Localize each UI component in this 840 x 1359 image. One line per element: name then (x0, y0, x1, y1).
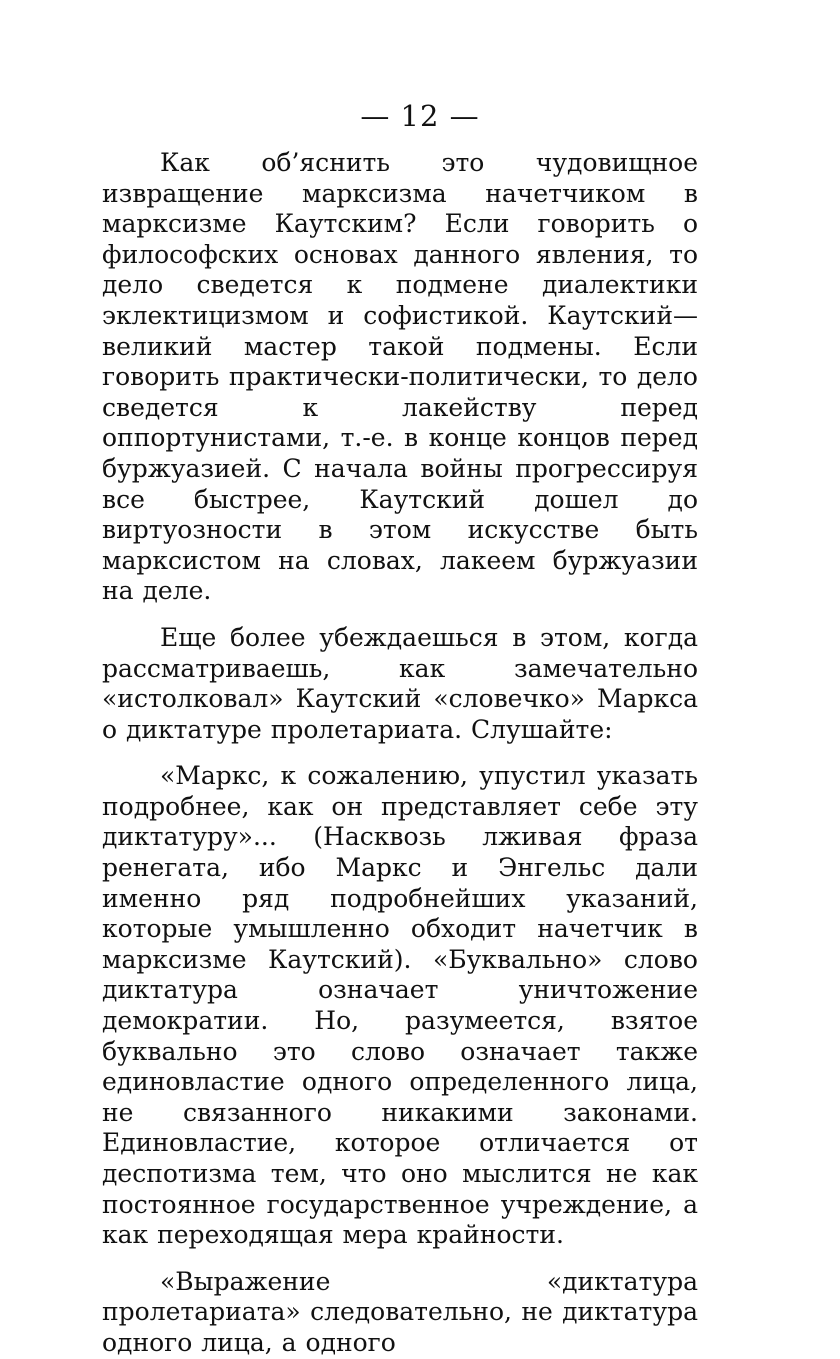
paragraph-4: «Выражение «диктатура пролетариата» следовательно, не диктатура одного лица, а одного (102, 1266, 698, 1357)
body-text (102, 148, 698, 1359)
paragraph-1: Как об’яснить это чудовищное извращение марксизма начетчиком в марксизме Каутским? Если говорить о философских основах данного явления, то дело сведется к подмене диалектики эклектицизмом и софистикой. Каутский—великий мастер такой подмены. Если говорить практически-политически, то дело сведется к лакейству перед оппортунистами, т.-е. в конце концов перед буржуазией. С начала войны прогрессируя все быстрее, Каутский дошел до виртуозности в этом искусстве быть марксистом на словах, лакеем буржуазии на деле. (102, 148, 698, 606)
page-number: — 12 — (360, 99, 480, 133)
paragraph-2: Еще более убеждаешься в этом, когда рассматриваешь, как замечательно «истолковал» Каутский «словечко» Маркса о диктатуре пролетариата. Слушайте: (102, 622, 698, 744)
paragraph-3: «Маркс, к сожалению, упустил указать подробнее, как он представляет себе эту диктатуру»... (Насквозь лживая фраза ренегата, ибо Маркс и Энгельс дали именно ряд подробнейших указаний, которые умышленно обходит начетчик в марксизме Каутский). «Буквально» слово диктатура означает уничтожение демократии. Но, разумеется, взятое буквально это слово означает также единовластие одного определенного лица, не связанного никакими законами. Единовластие, которое отличается от деспотизма тем, что оно мыслится не как постоянное государственное учреждение, а как переходящая мера крайности. (102, 761, 698, 1250)
